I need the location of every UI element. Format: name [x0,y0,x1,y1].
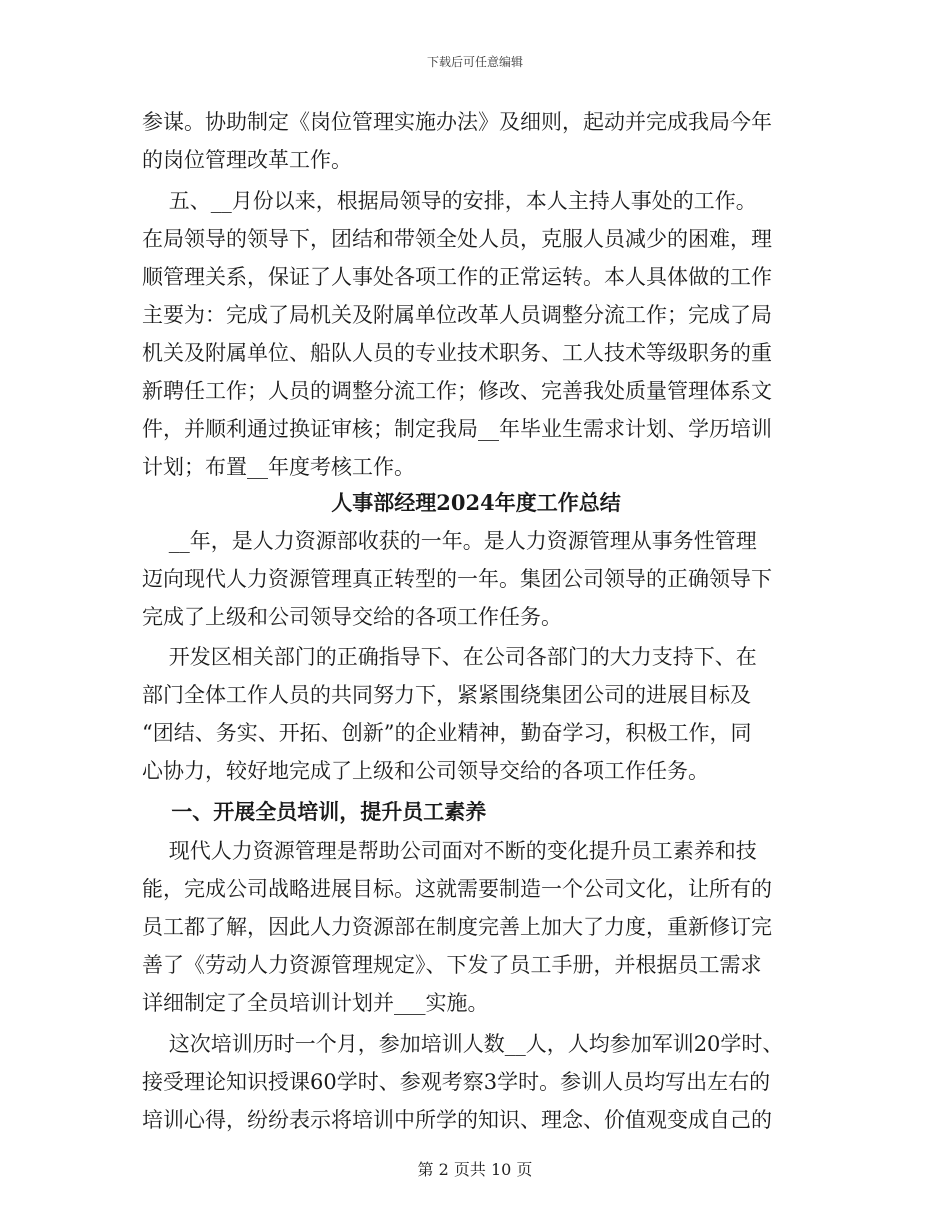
body-line: 部门全体工作人员的共同努力下，紧紧围绕集团公司的进展目标及 [142,683,751,707]
body-line: 计划；布置__年度考核工作。 [142,455,415,479]
section-heading: 一、开展全员培训，提升员工素养 [142,799,487,824]
body-line: 机关及附属单位、船队人员的专业技术职务、工人技术等级职务的重 [142,341,772,365]
body-line: 顺管理关系，保证了人事处各项工作的正常运转。本人具体做的工作 [142,265,772,289]
body-line: 参谋。协助制定《岗位管理实施办法》及细则，起动并完成我局今年 [142,110,772,134]
body-line: 件，并顺利通过换证审核；制定我局__年毕业生需求计划、学历培训 [142,417,772,441]
body-line: 的岗位管理改革工作。 [142,148,352,172]
body-line: 能，完成公司战略进展目标。这就需要制造一个公司文化，让所有的 [142,877,772,901]
body-line: 善了《劳动人力资源管理规定》、下发了员工手册，并根据员工需求 [142,953,762,977]
body-line: 在局领导的领导下，团结和带领全处人员，克服人员减少的困难，理 [142,227,772,251]
body-line: 详细制定了全员培训计划并___实施。 [142,991,489,1015]
body-line: 接受理论知识授课60学时、参观考察3学时。参训人员均写出左右的 [142,1070,771,1094]
body-line: “团结、务实、开拓、创新”的企业精神，勤奋学习，积极工作，同 [142,721,752,745]
page-number: 第 2 页共 10 页 [417,1160,533,1179]
body-line: 员工都了解，因此人力资源部在制度完善上加大了力度，重新修订完 [142,915,772,939]
body-line: 现代人力资源管理是帮助公司面对不断的变化提升员工素养和技 [142,839,757,863]
body-line: 心协力，较好地完成了上级和公司领导交给的各项工作任务。 [142,759,709,783]
body-line: 这次培训历时一个月，参加培训人数__人，人均参加军训20学时、 [142,1032,784,1056]
body-line: 主要为：完成了局机关及附属单位改革人员调整分流工作；完成了局 [142,303,772,327]
body-line: 新聘任工作；人员的调整分流工作；修改、完善我处质量管理体系文 [142,379,772,403]
body-line: 迈向现代人力资源管理真正转型的一年。集团公司领导的正确领导下 [142,567,772,591]
page-header: 下载后可任意编辑 [426,55,523,69]
document-title: 人事部经理2024年度工作总结 [331,490,621,515]
body-line: 五、__月份以来，根据局领导的安排，本人主持人事处的工作。 [142,189,757,213]
body-line: 开发区相关部门的正确指导下、在公司各部门的大力支持下、在 [142,645,757,669]
body-line: 培训心得，纷纷表示将培训中所学的知识、理念、价值观变成自己的 [142,1108,772,1132]
body-line: 完成了上级和公司领导交给的各项工作任务。 [142,605,562,629]
body-line: __年，是人力资源部收获的一年。是人力资源管理从事务性管理 [142,529,757,553]
